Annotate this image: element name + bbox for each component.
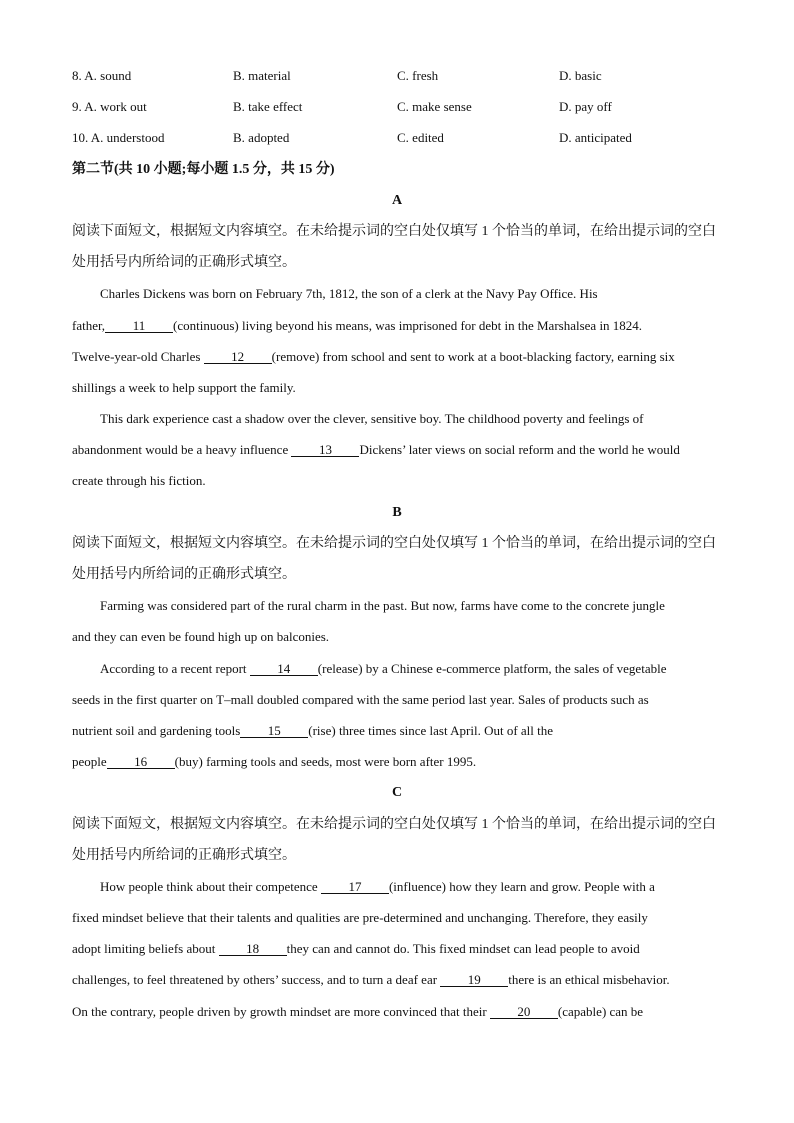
instruction-line: 处用括号内所给词的正确形式填空。 xyxy=(72,255,296,271)
option-row-8 xyxy=(72,60,722,91)
option-row-9 xyxy=(72,91,722,122)
answer-blank-17: 17 xyxy=(321,880,389,894)
passage-c xyxy=(72,777,722,1027)
paragraph xyxy=(72,590,722,652)
option-d: D. pay off xyxy=(559,99,612,115)
passage-b xyxy=(72,497,722,778)
text-segment: and they can even be found high up on balconies. xyxy=(72,629,330,645)
option-c: C. make sense xyxy=(397,99,472,115)
text-line xyxy=(72,653,722,684)
text-segment: there is an ethical misbehavior. xyxy=(508,972,670,988)
text-line xyxy=(72,372,722,403)
paragraph xyxy=(72,653,722,778)
instruction-line: 处用括号内所给词的正确形式填空。 xyxy=(72,847,296,863)
text-segment: seeds in the first quarter on T–mall doubled compared with the same period last year. Sales of products such as xyxy=(72,691,649,707)
text-line xyxy=(72,310,722,341)
text-line xyxy=(72,902,722,933)
text-line xyxy=(72,715,722,746)
paragraph xyxy=(72,278,722,403)
text-segment: On the contrary, people driven by growth mindset are more convinced that their xyxy=(72,1003,490,1019)
answer-blank-15: 15 xyxy=(240,724,308,738)
text-segment: (rise) three times since last April. Out of all the xyxy=(308,722,554,738)
text-segment: shillings a week to help support the family. xyxy=(72,379,296,395)
text-segment: fixed mindset believe that their talents and qualities are pre-determined and unchanging. Therefore, they easily xyxy=(72,910,648,926)
instruction-line: 阅读下面短文，根据短文内容填空。在未给提示词的空白处仅填写 1 个恰当的单词，在给出提示词的空白 xyxy=(72,223,716,239)
answer-blank-13: 13 xyxy=(291,443,359,457)
option-b: B. adopted xyxy=(233,130,290,146)
text-segment: (buy) farming tools and seeds, most were born after 1995. xyxy=(174,754,477,770)
text-line xyxy=(72,746,722,777)
passage-a xyxy=(72,185,722,497)
text-segment: people xyxy=(72,754,107,770)
text-segment: adopt limiting beliefs about xyxy=(72,941,219,957)
paragraph xyxy=(72,871,722,1027)
option-list xyxy=(72,60,722,154)
passages xyxy=(72,185,722,1027)
text-segment: abandonment would be a heavy influence xyxy=(72,442,292,458)
option-d: D. anticipated xyxy=(559,130,632,146)
option-b: B. take effect xyxy=(233,99,303,115)
answer-blank-18: 18 xyxy=(219,942,287,956)
paragraph xyxy=(72,403,722,497)
text-line xyxy=(72,621,722,652)
text-segment: How people think about their competence xyxy=(100,878,321,894)
option-a: 8. A. sound xyxy=(72,68,132,83)
passage-label: B xyxy=(392,504,402,520)
text-line xyxy=(72,434,722,465)
answer-blank-14: 14 xyxy=(250,662,318,676)
text-segment: According to a recent report xyxy=(100,660,250,676)
text-segment: challenges, to feel threatened by others’ success, and to turn a deaf ear xyxy=(72,972,441,988)
text-segment: Dickens’ later views on social reform and the world he would xyxy=(359,442,680,458)
text-line xyxy=(72,684,722,715)
text-segment: Twelve-year-old Charles xyxy=(72,348,204,364)
answer-blank-16: 16 xyxy=(107,755,175,769)
text-segment: (continuous) living beyond his means, was imprisoned for debt in the Marshalsea in 1824. xyxy=(173,317,643,333)
text-segment: (remove) from school and sent to work at a boot-blacking factory, earning six xyxy=(271,348,675,364)
answer-blank-11: 11 xyxy=(105,319,173,333)
option-a: 10. A. understood xyxy=(72,130,165,146)
text-segment: This dark experience cast a shadow over the clever, sensitive boy. The childhood poverty and feelings of xyxy=(100,411,644,427)
text-segment: (release) by a Chinese e-commerce platform, the sales of vegetable xyxy=(317,660,667,676)
instruction-line: 阅读下面短文，根据短文内容填空。在未给提示词的空白处仅填写 1 个恰当的单词，在给出提示词的空白 xyxy=(72,816,716,832)
text-line xyxy=(72,871,722,902)
instruction-line: 阅读下面短文，根据短文内容填空。在未给提示词的空白处仅填写 1 个恰当的单词，在给出提示词的空白 xyxy=(72,535,716,551)
text-line xyxy=(72,278,722,309)
option-d: D. basic xyxy=(559,68,602,83)
text-line xyxy=(72,590,722,621)
text-segment: (capable) can be xyxy=(557,1003,644,1019)
text-segment: Farming was considered part of the rural charm in the past. But now, farms have come to the concrete jungle xyxy=(100,598,665,614)
text-segment: (influence) how they learn and grow. People with a xyxy=(388,878,655,894)
section-heading: 第二节(共 10 小题;每小题 1.5 分，共 15 分) xyxy=(72,161,335,177)
instruction-line: 处用括号内所给词的正确形式填空。 xyxy=(72,567,296,582)
text-segment: they can and cannot do. This fixed mindset can lead people to avoid xyxy=(286,941,640,957)
answer-blank-20: 20 xyxy=(490,1005,558,1019)
text-segment: create through his fiction. xyxy=(72,473,206,489)
answer-blank-12: 12 xyxy=(204,350,272,364)
text-line xyxy=(72,964,722,995)
text-segment: Charles Dickens was born on February 7th, 1812, the son of a clerk at the Navy Pay Office. His xyxy=(100,286,598,302)
text-line xyxy=(72,933,722,964)
option-c: C. edited xyxy=(397,130,444,146)
passage-label: C xyxy=(391,785,403,801)
option-c: C. fresh xyxy=(397,68,439,83)
answer-blank-19: 19 xyxy=(440,973,508,987)
text-segment: father, xyxy=(72,317,106,333)
option-b: B. material xyxy=(233,68,291,83)
option-row-10 xyxy=(72,122,722,153)
text-line xyxy=(72,996,722,1027)
option-a: 9. A. work out xyxy=(72,99,147,115)
text-line xyxy=(72,465,722,496)
text-line xyxy=(72,341,722,372)
text-segment: nutrient soil and gardening tools xyxy=(72,722,241,738)
text-line xyxy=(72,403,722,434)
passage-label: A xyxy=(391,192,403,208)
